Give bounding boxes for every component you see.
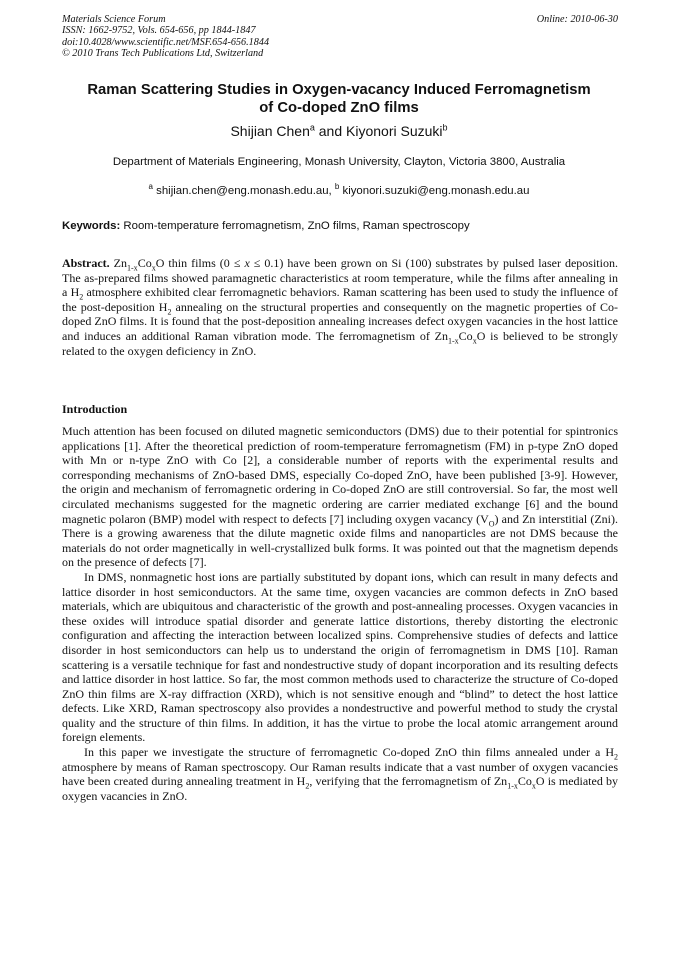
subscript: x <box>531 781 536 791</box>
email-a-mark: a <box>148 182 153 192</box>
abstract-text: Co <box>137 256 152 270</box>
subscript: x <box>472 336 477 346</box>
author-emails <box>40 184 638 198</box>
title-line-1: Raman Scattering Studies in Oxygen-vacancy Induced Ferromagnetism <box>87 82 591 98</box>
paragraph-text: Much attention has been focused on diluted magnetic semiconductors (DMS) due to their potential for spintronics applications [1]. After the theoretical prediction of room-temperature ferromagnetism (FM) in p-type ZnO doped with Mn or n-type ZnO with Co [2], a considerable number of reports with the experimental results and corresponding mechanisms of ZnO-based DMS, especially Co-doped ZnO, have been published [3-9]. However, the origin and mechanism of ferromagnetic ordering in Co-doped ZnO are still controversial. So far, the most well circulated mechanisms suggested for the magnetic ordering are carrier mediated exchange [6] and the bound magnetic polaron (BMP) model with respect to defects [7] including oxygen vacancy (V <box>62 424 618 526</box>
abstract-text: annealing on the structural properties and consequently on the magnetic properties of Co-doped ZnO films. It is found that the post-deposition annealing increases defect oxygen vacancies in the host lattice and induces an additional Raman vibration mode. The ferromagnetism of Zn <box>62 299 618 343</box>
email-b[interactable]: kiyonori.suzuki@eng.monash.edu.au <box>339 185 530 197</box>
abstract-variable: x <box>244 256 250 270</box>
abstract-text: ≤ <box>249 256 265 270</box>
subscript: x <box>151 263 156 273</box>
introduction-body <box>62 424 618 803</box>
author-1: Shijian Chen <box>230 123 310 139</box>
journal-name: Materials Science Forum <box>62 14 166 25</box>
email-b-mark: b <box>334 182 340 192</box>
keywords <box>62 219 618 233</box>
abstract-text: O thin films (0 <box>155 256 230 270</box>
author-2: Kiyonori Suzuki <box>346 123 443 139</box>
author-conjunction: and <box>314 123 347 139</box>
abstract-text: ≤ <box>229 256 245 270</box>
author-list <box>40 123 638 140</box>
subscript: 2 <box>79 292 84 302</box>
online-date: Online: 2010-06-30 <box>536 14 618 25</box>
author-2-affil-mark: b <box>442 122 448 133</box>
abstract-text: Zn <box>109 256 128 270</box>
paper-title <box>40 81 638 117</box>
subscript: 2 <box>305 781 310 791</box>
subscript: O <box>488 518 495 528</box>
journal-copyright: © 2010 Trans Tech Publications Ltd, Switzerland <box>62 48 264 60</box>
journal-doi: doi:10.4028/www.scientific.net/MSF.654-656.1844 <box>62 36 270 48</box>
abstract-text: Co <box>458 328 473 343</box>
affiliation: Department of Materials Engineering, Monash University, Clayton, Victoria 3800, Australia <box>112 156 566 168</box>
subscript: 1-x <box>507 781 518 791</box>
paragraph-text: O is mediated by oxygen vacancies in ZnO. <box>62 774 618 803</box>
paragraph-text: In this paper we investigate the structure of ferromagnetic Co-doped ZnO thin films annealed under a H <box>84 745 614 760</box>
paragraph-text: ) and Zn interstitial (Zni). There is a growing awareness that the dilute magnetic oxide films and nanoparticles are not DMS because the materials do not order magnetically in well-crystallized bulk forms. It was pointed out that the magnetism depends on the presence of defects [7]. <box>62 511 618 570</box>
intro-paragraph-3 <box>62 745 618 803</box>
intro-paragraph-2: In DMS, nonmagnetic host ions are partially substituted by dopant ions, which can result in many defects and lattice disorder in host semiconductors. At the same time, oxygen vacancies are common defects in ZnO based materials, which are ubiquitous and characteristic of the growth and post-annealing processes. Oxygen vacancies in these oxides will introduce spatial disorder and generate lattice distortions, thereby distorting the electronic configuration and affecting the interaction between localized spins. Comprehensive studies of defects and lattice disorder in host semiconductors can help us to understand the origin of ferromagnetism in DMS [10]. Raman scattering is a versatile technique for fast and nondestructive study of dopant incorporation and its resulting defects and lattice disorder in host lattice. So far, the most common methods used to characterize the structure of Co-doped ZnO thin films are X-ray diffraction (XRD), which is not sensitive enough and “blind” to detect the host lattice defects. Like XRD, Raman spectroscopy also provides a nondestructive and powerful method to study the crystal quality and the structure of thin films. In addition, it has the virtue to probe the local atomic arrangement around foreign elements. <box>62 569 618 745</box>
keywords-label: Keywords: <box>62 220 121 232</box>
abstract <box>62 256 618 358</box>
subscript: 2 <box>614 752 618 762</box>
subscript: 1-x <box>448 336 459 346</box>
paragraph-text: atmosphere by means of Raman spectroscopy. Our Raman results indicate that a vast number of oxygen vacancies have been created during annealing treatment in H <box>62 759 618 789</box>
subscript: 1-x <box>127 263 138 273</box>
subscript: 2 <box>167 307 172 317</box>
author-1-affil-mark: a <box>309 122 315 133</box>
abstract-text: O is believed to be strongly related to the oxygen deficiency in ZnO. <box>62 328 618 358</box>
journal-issn: ISSN: 1662-9752, Vols. 654-656, pp 1844-1847 <box>62 25 256 37</box>
email-a[interactable]: shijian.chen@eng.monash.edu.au, <box>152 185 335 197</box>
abstract-text: 0.1) have been grown on Si (100) substrates by pulsed laser deposition. The as-prepared films showed paramagnetic characteristics at room temperature, while the films after annealing in a H <box>62 256 618 300</box>
abstract-label: Abstract. <box>62 256 110 270</box>
journal-header <box>62 14 618 60</box>
keywords-text: Room-temperature ferromagnetism, ZnO films, Raman spectroscopy <box>120 220 470 232</box>
paragraph-text: Co <box>517 774 532 789</box>
intro-paragraph-1 <box>62 424 618 570</box>
paragraph-text: , verifying that the ferromagnetism of Zn <box>309 774 508 789</box>
title-line-2: of Co-doped ZnO films <box>259 100 419 116</box>
introduction-heading: Introduction <box>62 402 128 416</box>
abstract-text: atmosphere exhibited clear ferromagnetic behaviors. Raman scattering has been used to study the influence of the post-deposition H <box>62 285 618 314</box>
